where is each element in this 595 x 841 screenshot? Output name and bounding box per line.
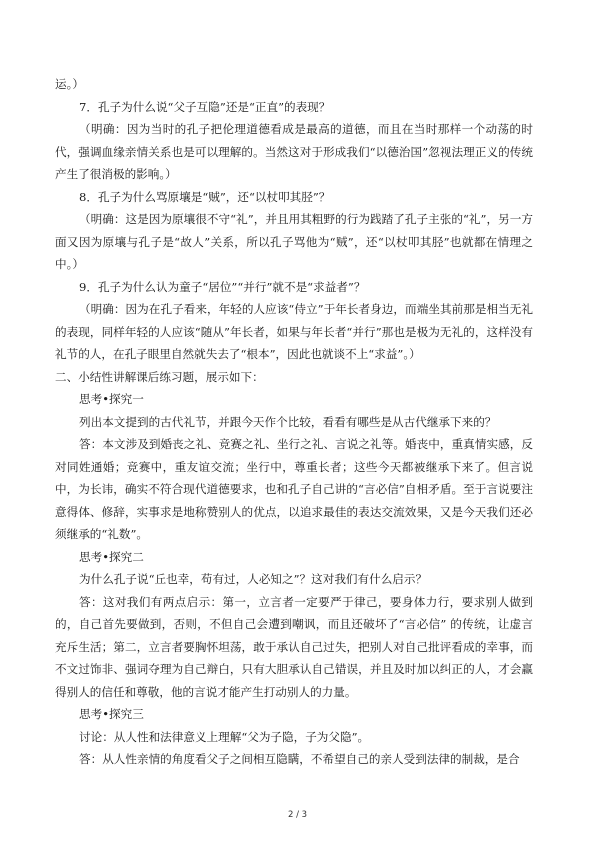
paragraph: （明确：因为在孔子看来，年轻的人应该“侍立”于年长者身边，而端坐其前那是相当无礼的表现，同样年轻的人应该“随从”年长者，如果与年长者“并行”那也是极为无礼的，这样没有礼节的人，在孔子眼里自然就失去了“根本”，因此也就谈不上“求益”。） bbox=[55, 302, 533, 361]
document-body bbox=[55, 73, 533, 771]
paragraph: 7．孔子为什么说“父子互隐”还是“正直”的表现？ bbox=[79, 99, 331, 114]
page-number: 2 / 3 bbox=[287, 810, 308, 820]
paragraph: 答：从人性亲情的角度看父子之间相互隐瞒，不希望自己的亲人受到法律的制裁，是合 bbox=[79, 752, 520, 766]
paragraph: 思考•探究二 bbox=[79, 549, 144, 564]
paragraph: 二、小结性讲解课后练习题，展示如下： bbox=[55, 369, 264, 384]
paragraph: 运。） bbox=[55, 77, 84, 91]
paragraph: 答：本文涉及到婚丧之礼、竞赛之礼、坐行之礼、言说之礼等。婚丧中，重真情实感，反对同姓通婚；竞赛中，重友谊交流；坐行中，尊重长者；这些今天都被继承下来了。但言说中，为长讳，确实不符合现代道德要求，也和孔子自己讲的“言必信”自相矛盾。至于言说要注意得体、修辞，实事求是地称赞别人的优点，以追求最佳的表达交流效果，又是今天我们还必须继承的“礼数”。 bbox=[55, 437, 533, 541]
paragraph: 列出本文提到的古代礼节，并跟今天作个比较，看看有哪些是从古代继承下来的？ bbox=[79, 414, 497, 429]
paragraph: 9．孔子为什么认为童子“居位”“并行”就不是“求益者”？ bbox=[79, 279, 366, 294]
paragraph: 答：这对我们有两点启示：第一，立言者一定要严于律己，要身体力行，要求别人做到的，自己首先要做到，否则，不但自己会遭到嘲讽，而且还破坏了“言必信” 的传统，让虚言充斥生活；第二，立言者要胸怀坦荡，敢于承认自己过失，把别人对自己批评看成的幸事，而不文过饰非、强词夺理为自己辩白，只有大胆承认自己错误，并且及时加以纠正的人，才会赢得别人的信任和尊敬，他的言说才能产生打动别人的力量。 bbox=[55, 594, 533, 699]
paragraph: （明确：因为当时的孔子把伦理道德看成是最高的道德，而且在当时那样一个动荡的时代，强调血缘亲情关系也是可以理解的。当然这对于形成我们“以德治国”忽视法理正义的传统产生了很消极的影响。） bbox=[55, 122, 533, 181]
paragraph: 讨论：从人性和法律意义上理解“父为子隐，子为父隐”。 bbox=[79, 729, 370, 744]
paragraph: 思考•探究一 bbox=[79, 392, 144, 406]
paragraph: 思考•探究三 bbox=[79, 707, 144, 721]
paragraph: 8．孔子为什么骂原壤是“贼”，还“以杖叩其胫”？ bbox=[79, 189, 331, 204]
paragraph: 为什么孔子说“丘也幸，苟有过，人必知之”？这对我们有什么启示？ bbox=[79, 572, 428, 586]
paragraph: （明确：这是因为原壤很不守“礼”，并且用其粗野的行为践踏了孔子主张的“礼”，另一方面又因为原壤与孔子是“故人”关系，所以孔子骂他为“贼”，还“以杖叩其胫”也就都在情理之中。） bbox=[55, 212, 533, 271]
